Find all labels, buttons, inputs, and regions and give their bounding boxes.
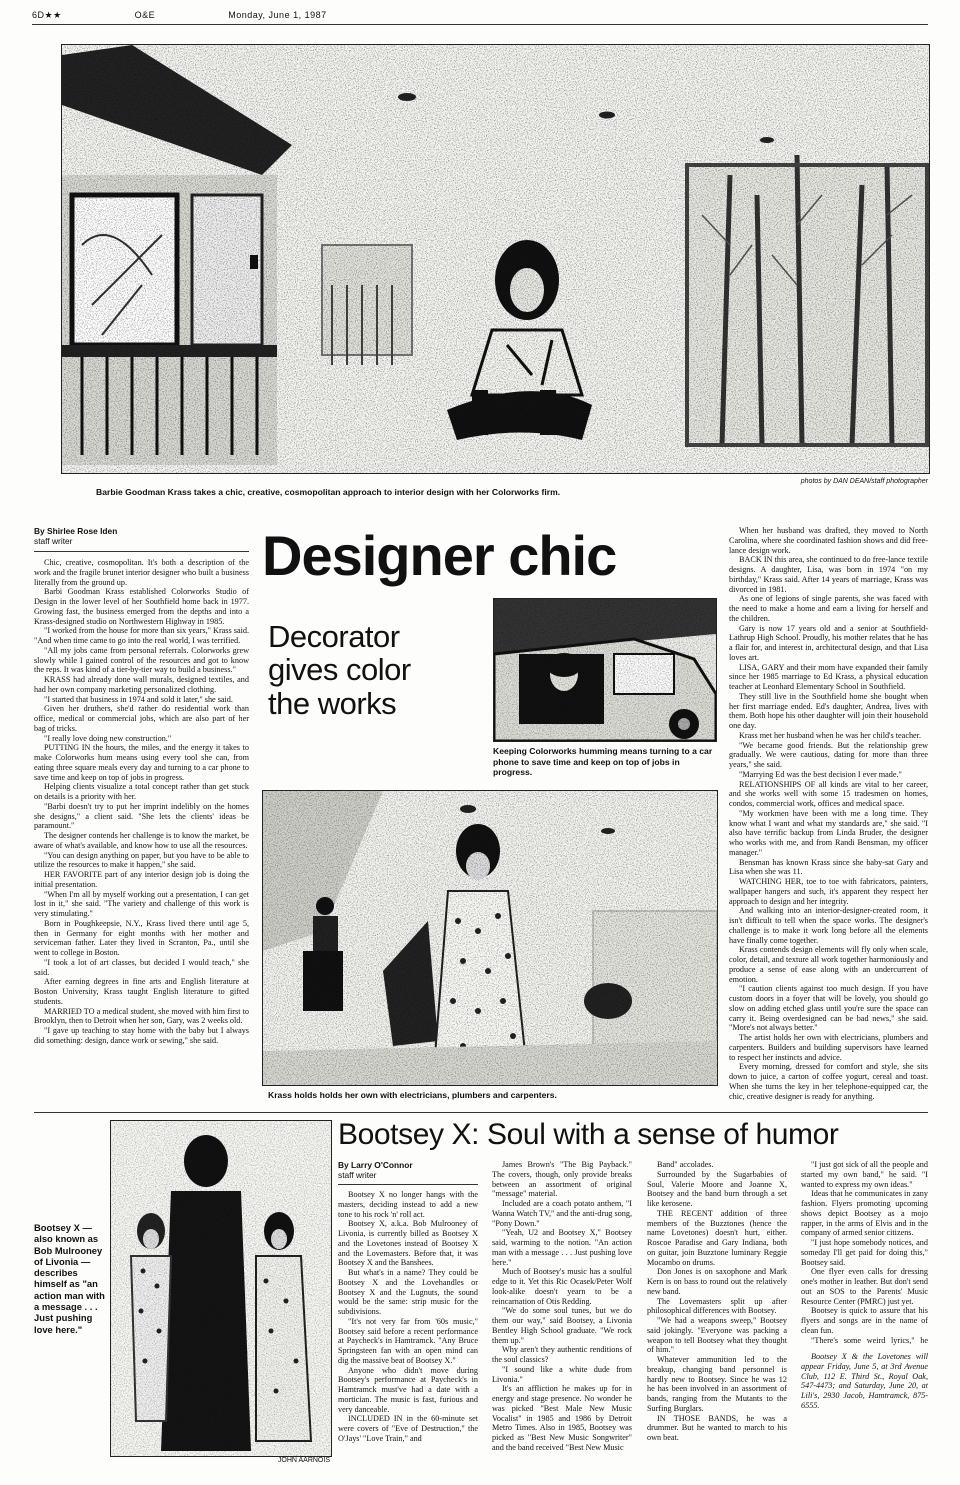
paragraph: Every morning, dressed for comfort and style, she sits down to juice, a carton of coffee yogurt, cereal and toast. When she turns the key in her telephone-equipped car, the chic, creative designer is ready for anything.: [729, 1062, 928, 1101]
paragraph: "We do some soul tunes, but we do them our way," said Bootsey, a Livonia Bentley High School graduate. "We rock them up.": [492, 1306, 632, 1345]
page-folio: [32, 10, 397, 21]
top-photo-credit: photos by DAN DEAN/staff photographer: [800, 478, 928, 485]
paragraph: Bootsey X, a.k.a. Bob Mulrooney of Livonia, is currently billed as Bootsey X and the Lovetones instead of Bootsey X and the Lovemasters. Before that, it was Bootsey X and the Banshees.: [338, 1219, 478, 1268]
story1-byline-rule: [34, 551, 249, 552]
bootsey-appearance-info: [801, 1352, 928, 1470]
paragraph: "We became good friends. But the relationship grew gradually. We were cautious, dating for more than three years," she said.: [729, 740, 928, 769]
bootsey-side-caption: Bootsey X — also known as Bob Mulrooney of Livonia — describes himself as "an action man with a message . . . Just pushing love here.": [34, 1222, 105, 1335]
studio-photo: [262, 790, 718, 1086]
story1-author-role: staff writer: [34, 536, 73, 547]
story1-column-1: [34, 558, 249, 1106]
story2-column-4: [801, 1160, 928, 1346]
paragraph: HER FAVORITE part of any interior design job is doing the initial presentation.: [34, 870, 249, 889]
paragraph: One flyer even calls for dressing one's mother in leather. But don't send out an SOS to the Parents' Music Resource Center (PMRC) just yet.: [801, 1267, 928, 1306]
paragraph: And walking into an interior-designer-created room, it isn't difficult to tell when the space works. The designer's challenge is to make it work long before all the elements have finally come together.: [729, 906, 928, 945]
paragraph: "It's not very far from '60s music," Bootsey said before a recent performance at Paycheck's in Hamtramck. "Any Bruce Springsteen fan with an open mind can dig the massive beat of Bootsey X.": [338, 1316, 478, 1365]
paragraph: Krass contends design elements will fly only when scale, color, detail, and texture all work together harmoniously and produce a sense of ease along with an undercurrent of emotion.: [729, 945, 928, 984]
paragraph: "I just hope somebody notices, and someday I'll get paid for doing this," Bootsey said.: [801, 1238, 928, 1267]
paragraph: Chic, creative, cosmopolitan. It's both a description of the work and the fragile brunet interior designer who built a business literally from the ground up.: [34, 558, 249, 587]
paragraph: "I just got sick of all the people and started my own band," he said. "I wanted to express my own ideas.": [801, 1160, 928, 1189]
paragraph: WATCHING HER, toe to toe with fabricators, painters, wallpaper hangers and such, it's apparent they respect her approach to design and her integrity.: [729, 877, 928, 906]
paragraph: Why aren't they authentic renditions of the soul classics?: [492, 1345, 632, 1364]
paragraph: Anyone who didn't move during Bootsey's performance at Paycheck's in Hamtramck must've had a date with a mortician. The music is fast, furious and very danceable.: [338, 1365, 478, 1414]
paragraph: KRASS had already done wall murals, designed textiles, and had her own company marketing personalized clothing.: [34, 675, 249, 694]
paragraph: The designer contends her challenge is to know the market, be aware of what's available, and know how to use all the resources.: [34, 831, 249, 850]
car-photo: [493, 598, 717, 742]
paragraph: Don Jones is on saxophone and Mark Kern is on bass to round out the relatively new band.: [647, 1267, 787, 1296]
paragraph: Surrounded by the Sugarbabies of Soul, Valerie Moore and Joanne X, Bootsey and the band burn through a set like kerosene.: [647, 1169, 787, 1208]
paragraph: "We had a weapons sweep," Bootsey said jokingly. "Everyone was packing a weapon to tell Bootsey what they thought of him.": [647, 1316, 787, 1355]
paragraph: "I sound like a white dude from Livonia.": [492, 1364, 632, 1384]
paragraph: "I worked from the house for more than six years," Krass said. "And when time came to go into the real world, I was terrified.: [34, 626, 249, 645]
paragraph: Bootsey is quick to assure that his flyers and songs are in the name of clean fun.: [801, 1306, 928, 1335]
paragraph: "I caution clients against too much design. If you have custom doors in a foyer that will be lovely, you should go slow on adding etched glass until you're sure the space can carry it. Being overdesigned can be bad news," she said. "More's not always better.": [729, 984, 928, 1033]
paragraph: Included are a coach potato anthem, "I Wanna Watch TV," and the anti-drug song, "Pony Down.": [492, 1199, 632, 1228]
story2-column-2: [492, 1160, 632, 1470]
paragraph: Ideas that he communicates in zany fashion. Flyers promoting upcoming shows depict Bootsey as a mojo rapper, in the arms of Elvis and in the company of armed senior citizens.: [801, 1189, 928, 1238]
paragraph: Helping clients visualize a total concept rather than get stuck on details is a priority with her.: [34, 782, 249, 801]
paragraph: The Lovemasters split up after philosophical differences with Bootsey.: [647, 1296, 787, 1316]
paragraph: LISA, GARY and their mom have expanded their family since her 1985 marriage to Ed Krass, a physical education teacher at Leonhard Elementary School in Southfield.: [729, 662, 928, 691]
story1-deck-line-3: the works: [268, 685, 397, 721]
paragraph: Band" accolades.: [657, 1160, 714, 1169]
paragraph: "I really love doing new construction.": [44, 733, 172, 743]
paragraph: Given her druthers, she'd rather do residential work than office, medical or commercial jobs, which are also part of her bag of tricks.: [34, 704, 249, 733]
paragraph: "You can design anything on paper, but you have to be able to utilize the resources to make it happen," she said.: [34, 850, 249, 870]
paragraph: "I gave up teaching to stay home with the baby but I always did something: design, dance work or sewing," she said.: [34, 1026, 249, 1045]
issue-date: Monday, June 1, 1987: [228, 10, 327, 20]
paragraph: It's an affliction he makes up for in energy and stage presence. No wonder he was picked "Best Male New Music Vocalist" in 1985 and 1986 by Detroit Metro Times. Also in 1985, Bootsey was picked as "Best New Music Songwriter" and the band received "Best New Music: [492, 1384, 632, 1452]
paragraph: BACK IN this area, she continued to do free-lance textile designs. A daughter, Lisa, was born in 1974 "on my birthday," Krass said. After 14 years of marriage, Krass was divorced in 1981.: [729, 555, 928, 594]
story-divider: [34, 1112, 928, 1113]
paragraph: James Brown's "The Big Payback." The covers, though, only provide breaks between an assortment of original "message" material.: [492, 1160, 632, 1199]
story2-column-1: [338, 1190, 478, 1470]
paragraph: The artist holds her own with electricians, plumbers and carpenters. Builders and building supervisors have learned to respect her instincts and advice.: [729, 1033, 928, 1062]
paragraph: When her husband was drafted, they moved to North Carolina, where she coordinated fashion shows and did free-lance design work.: [729, 526, 928, 555]
bootsey-photo-credit: JOHN AARNOIS: [277, 1457, 330, 1464]
car-photo-caption: Keeping Colorworks humming means turning to a car phone to save time and keep on top of jobs in progress.: [493, 746, 713, 778]
paragraph: Bensman has known Krass since she baby-sat Gary and Lisa when she was 11.: [729, 857, 928, 877]
top-photo-caption: Barbie Goodman Krass takes a chic, creative, cosmopolitan approach to interior design with her Colorworks firm.: [96, 487, 561, 497]
paragraph: THE RECENT addition of three members of the Buzztones (hence the name Lovetones) doesn't hurt, either. Roscoe Paradise and Gary Indiana, both on guitar, join Buzztone luminary Reggie Mocambo on drums.: [647, 1208, 787, 1267]
story1-headline: Designer chic: [262, 524, 617, 587]
paragraph: "Marrying Ed was the best decision I ever made.": [739, 769, 902, 779]
paragraph: Barbi Goodman Krass established Colorworks Studio of Design in the lower level of her Southfield home back in 1977. Growing fast, the business emerged from the depths and into a Krass-designed studio on Northwestern Highway in 1985.: [34, 587, 249, 626]
paragraph: Much of Bootsey's music has a soulful edge to it. Yet this Ric Ocasek/Peter Wolf look-alike doesn't yearn to be a reincarnation of Otis Redding.: [492, 1267, 632, 1306]
story2-author-role: staff writer: [338, 1170, 377, 1181]
story2-author: By Larry O'Connor: [338, 1160, 413, 1170]
story1-author: By Shirlee Rose Iden: [34, 526, 118, 536]
paragraph: They still live in the Southfield home she bought when her first marriage ended. Ed's daughter, Andrea, lives with them. Both hope his other daughter will join their household one day.: [729, 691, 928, 730]
studio-photo-caption: Krass holds holds her own with electricians, plumbers and carpenters.: [268, 1090, 557, 1100]
paragraph: MARRIED TO a medical student, she moved with him first to Brooklyn, then to Detroit when her son, Gary, was 2 weeks old.: [34, 1006, 249, 1026]
paragraph: Whatever ammunition led to the breakup, changing band personnel is hardly new to Bootsey. Since he was 12 he has been involved in an assortment of bands, ranging from the Mutants to the Surfing Burglars.: [647, 1355, 787, 1413]
paragraph: "I took a lot of art classes, but decided I would teach," she said.: [34, 957, 249, 977]
paragraph: "Yeah, U2 and Bootsey X," Bootsey said, warming to the notion. "An action man with a message . . . Just pushing love here.": [492, 1228, 632, 1267]
paragraph: "My workmen have been with me a long time. They know what I want and what my standards are," she said. "I also have terrific backup from Linda Bruder, the designer who works with me, and from Randi Bensman, my officer manager.": [729, 808, 928, 857]
story2-column-3: [647, 1160, 787, 1470]
paragraph: "I started that business in 1974 and sold it later," she said.: [44, 694, 233, 704]
story2-headline: Bootsey X: Soul with a sense of humor: [338, 1118, 839, 1151]
paragraph: As one of legions of single parents, she was faced with the need to make a home and earn a living for herself and the children.: [729, 594, 928, 623]
top-photo: [61, 44, 930, 474]
paragraph: Born in Poughkeepsie, N.Y., Krass lived there until age 5, then in Germany for eight months with her mother and serviceman father. Later they lived in Scranton, Pa., until she went to college in Boston.: [34, 918, 249, 957]
story1-deck-line-1: Decorator: [268, 619, 400, 654]
folio-rule: [32, 24, 928, 25]
bootsey-photo: [110, 1120, 332, 1457]
section-name: O&E: [134, 10, 156, 20]
story1-byline: [34, 526, 249, 546]
paragraph: RELATIONSHIPS OF all kinds are vital to her career, and she works well with some 15 tradesmen on homes, condos, commercial work, offices and medical space.: [729, 779, 928, 808]
paragraph: "There's some weird lyrics," he: [811, 1335, 928, 1345]
page-number: 6D★★: [32, 10, 62, 20]
paragraph: IN THOSE BANDS, he was a drummer. But he wanted to march to his own beat.: [647, 1413, 787, 1442]
paragraph: "All my jobs came from personal referrals. Colorworks grew slowly while I gained control of the resources and got to know the reps. It was kind of a tier-by-tier way to build a business.": [34, 645, 249, 675]
paragraph: Krass met her husband when he was her child's teacher.: [739, 730, 921, 740]
paragraph: INCLUDED IN in the 60-minute set were covers of "Eve of Destruction," the O'Jays' "Love Train," and: [338, 1414, 478, 1443]
paragraph: "Barbi doesn't try to put her imprint indelibly on the homes she designs," a client said. "She lets the clients' ideas be paramount.": [34, 801, 249, 831]
paragraph: After earning degrees in fine arts and English literature at Boston University, Krass taught English literature to gifted students.: [34, 977, 249, 1006]
story1-deck-line-2: gives color: [268, 652, 411, 688]
paragraph: But what's in a name? They could be Bootsey X and the Lovehandles or Bootsey X and the Lugnuts, the sound would be the same: strip music for the subdivisions.: [338, 1268, 478, 1316]
paragraph: Bootsey X no longer hangs with the masters, deciding instead to add a new tone to his rock 'n' roll act.: [338, 1190, 478, 1219]
story2-byline: [338, 1160, 478, 1180]
appearance-paragraph: Bootsey X & the Lovetones will appear Friday, June 5, at 3rd Avenue Club, 112 E. Third St., Royal Oak, 547-4473; and Saturday, June 20, at Lili's, 2930 Jacob, Hamtramck, 875-6555.: [801, 1352, 928, 1410]
story2-byline-rule: [338, 1184, 478, 1185]
paragraph: PUTTING IN the hours, the miles, and the energy it takes to make Colorworks hum means using every tool she can, from eating three square meals every day and turning to a car phone to save time and keep on top of jobs in progress.: [34, 743, 249, 782]
paragraph: Gary is now 17 years old and a senior at Southfield-Lathrup High School. Proudly, his mother relates that he has a flair for, and interest in, architectural design, and that Lisa loves art.: [729, 623, 928, 662]
story1-column-3: [729, 526, 928, 1108]
paragraph: "When I'm all by myself working out a presentation, I can get lost in it," she said. "The variety and challenge of this work is very stimulating.": [34, 889, 249, 918]
story1-deck: [268, 620, 468, 720]
